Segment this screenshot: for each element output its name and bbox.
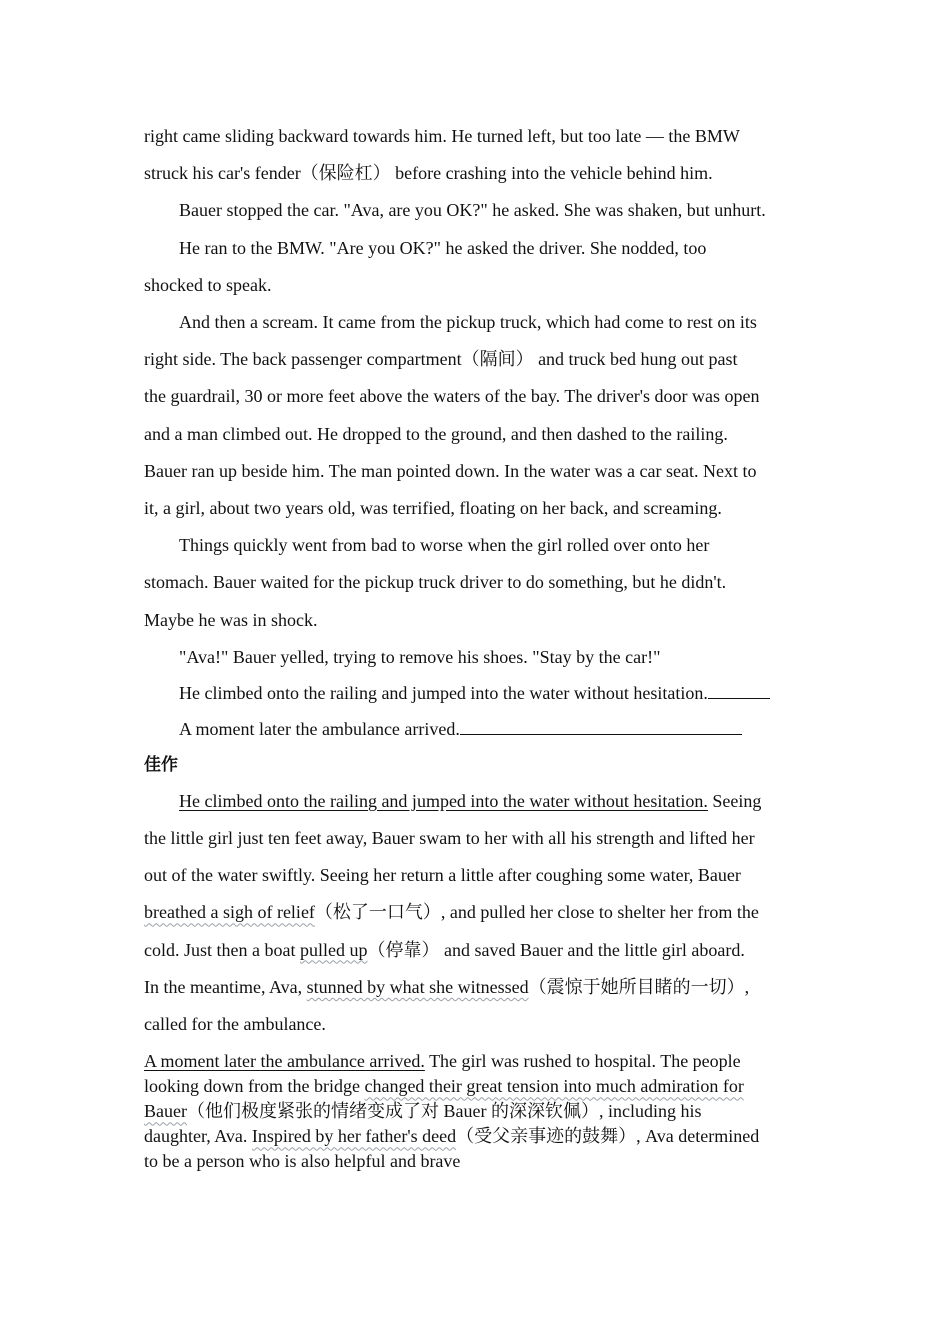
highlighted-phrase: Inspired by her father's deed: [251, 1126, 457, 1147]
underlined-opening-sentence: He climbed onto the railing and jumped into the water without hesitation.: [179, 790, 708, 811]
prompt-sentence: A moment later the ambulance arrived.: [179, 718, 460, 739]
text-run: The girl was rushed to hospital. The people: [424, 1051, 741, 1072]
story-paragraph-5: [144, 527, 808, 639]
text-line: and a man climbed out. He dropped to the ground, and then dashed to the railing.: [144, 423, 728, 444]
story-paragraph-1: [144, 118, 808, 192]
text-line: out of the water swiftly. Seeing her return a little after coughing some water, Bauer: [144, 865, 741, 886]
text-line: to be a person who is also helpful and brave: [144, 1151, 461, 1172]
text-run: , Ava determined: [636, 1126, 760, 1147]
chinese-gloss: （他们极度紧张的情绪变成了对 Bauer 的深深钦佩）: [186, 1101, 599, 1122]
text-line: stomach. Bauer waited for the pickup truck driver to do something, but he didn't.: [144, 572, 727, 593]
chinese-gloss: （停靠）: [367, 939, 440, 960]
text-run: daughter, Ava.: [144, 1126, 252, 1147]
story-paragraph-3: [144, 230, 808, 304]
model-paragraph-1: [144, 783, 808, 1043]
text-run: In the meantime, Ava,: [144, 976, 307, 997]
story-paragraph-6: "Ava!" Bauer yelled, trying to remove his shoes. "Stay by the car!": [179, 646, 661, 667]
text-line: the guardrail, 30 or more feet above the waters of the bay. The driver's door was open: [144, 386, 760, 407]
highlighted-phrase: breathed a sigh of relief: [144, 902, 315, 923]
text-run: ,: [744, 976, 750, 997]
text-line: the little girl just ten feet away, Bauer swam to her with all his strength and lifted her: [144, 828, 755, 849]
text-line: right side. The back passenger compartment（隔间） and truck bed hung out past: [144, 349, 738, 370]
text-line: And then a scream. It came from the pickup truck, which had come to rest on its: [179, 312, 757, 333]
highlighted-phrase: stunned by what she witnessed: [306, 976, 529, 997]
text-line: Things quickly went from bad to worse when the girl rolled over onto her: [179, 535, 710, 556]
text-line: right came sliding backward towards him. He turned left, but too late — the BMW: [144, 126, 740, 146]
text-run: , including his: [598, 1101, 702, 1122]
text-run: and saved Bauer and the little girl aboard.: [439, 939, 745, 960]
document-body: [144, 118, 808, 1174]
text-line: shocked to speak.: [144, 274, 272, 295]
model-paragraph-2: [144, 1049, 808, 1174]
answer-blank: [708, 697, 770, 699]
text-run: cold. Just then a boat: [144, 939, 300, 960]
text-run: Seeing: [707, 790, 762, 811]
text-line: called for the ambulance.: [144, 1014, 326, 1035]
answer-blank: [460, 733, 742, 735]
text-line: Bauer ran up beside him. The man pointed down. In the water was a car seat. Next to: [144, 460, 757, 481]
chinese-gloss: （受父亲事迹的鼓舞）: [456, 1126, 637, 1147]
highlighted-phrase: Bauer: [144, 1101, 187, 1122]
underlined-opening-sentence: A moment later the ambulance arrived.: [144, 1051, 425, 1072]
text-line: Maybe he was in shock.: [144, 609, 318, 630]
continuation-prompt-2: [144, 711, 808, 747]
highlighted-phrase: changed their great tension into much admiration for: [364, 1076, 744, 1097]
text-line: He ran to the BMW. "Are you OK?" he asked the driver. She nodded, too: [179, 237, 707, 258]
prompt-sentence: He climbed onto the railing and jumped into the water without hesitation.: [179, 682, 708, 703]
highlighted-phrase: pulled up: [299, 939, 368, 960]
story-paragraph-4: [144, 304, 808, 527]
continuation-prompt-1: [144, 675, 808, 711]
text-line: struck his car's fender（保险杠） before crashing into the vehicle behind him.: [144, 163, 713, 184]
chinese-gloss: （松了一口气）: [314, 902, 441, 923]
chinese-gloss: （震惊于她所目睹的一切）: [528, 976, 745, 997]
model-essay-heading: 佳作: [144, 754, 178, 775]
text-run: , and pulled her close to shelter her from the: [440, 902, 759, 923]
text-line: it, a girl, about two years old, was terrified, floating on her back, and screaming.: [144, 498, 722, 519]
text-run: looking down from the bridge: [144, 1076, 365, 1097]
story-paragraph-2: Bauer stopped the car. "Ava, are you OK?" he asked. She was shaken, but unhurt.: [179, 200, 766, 221]
